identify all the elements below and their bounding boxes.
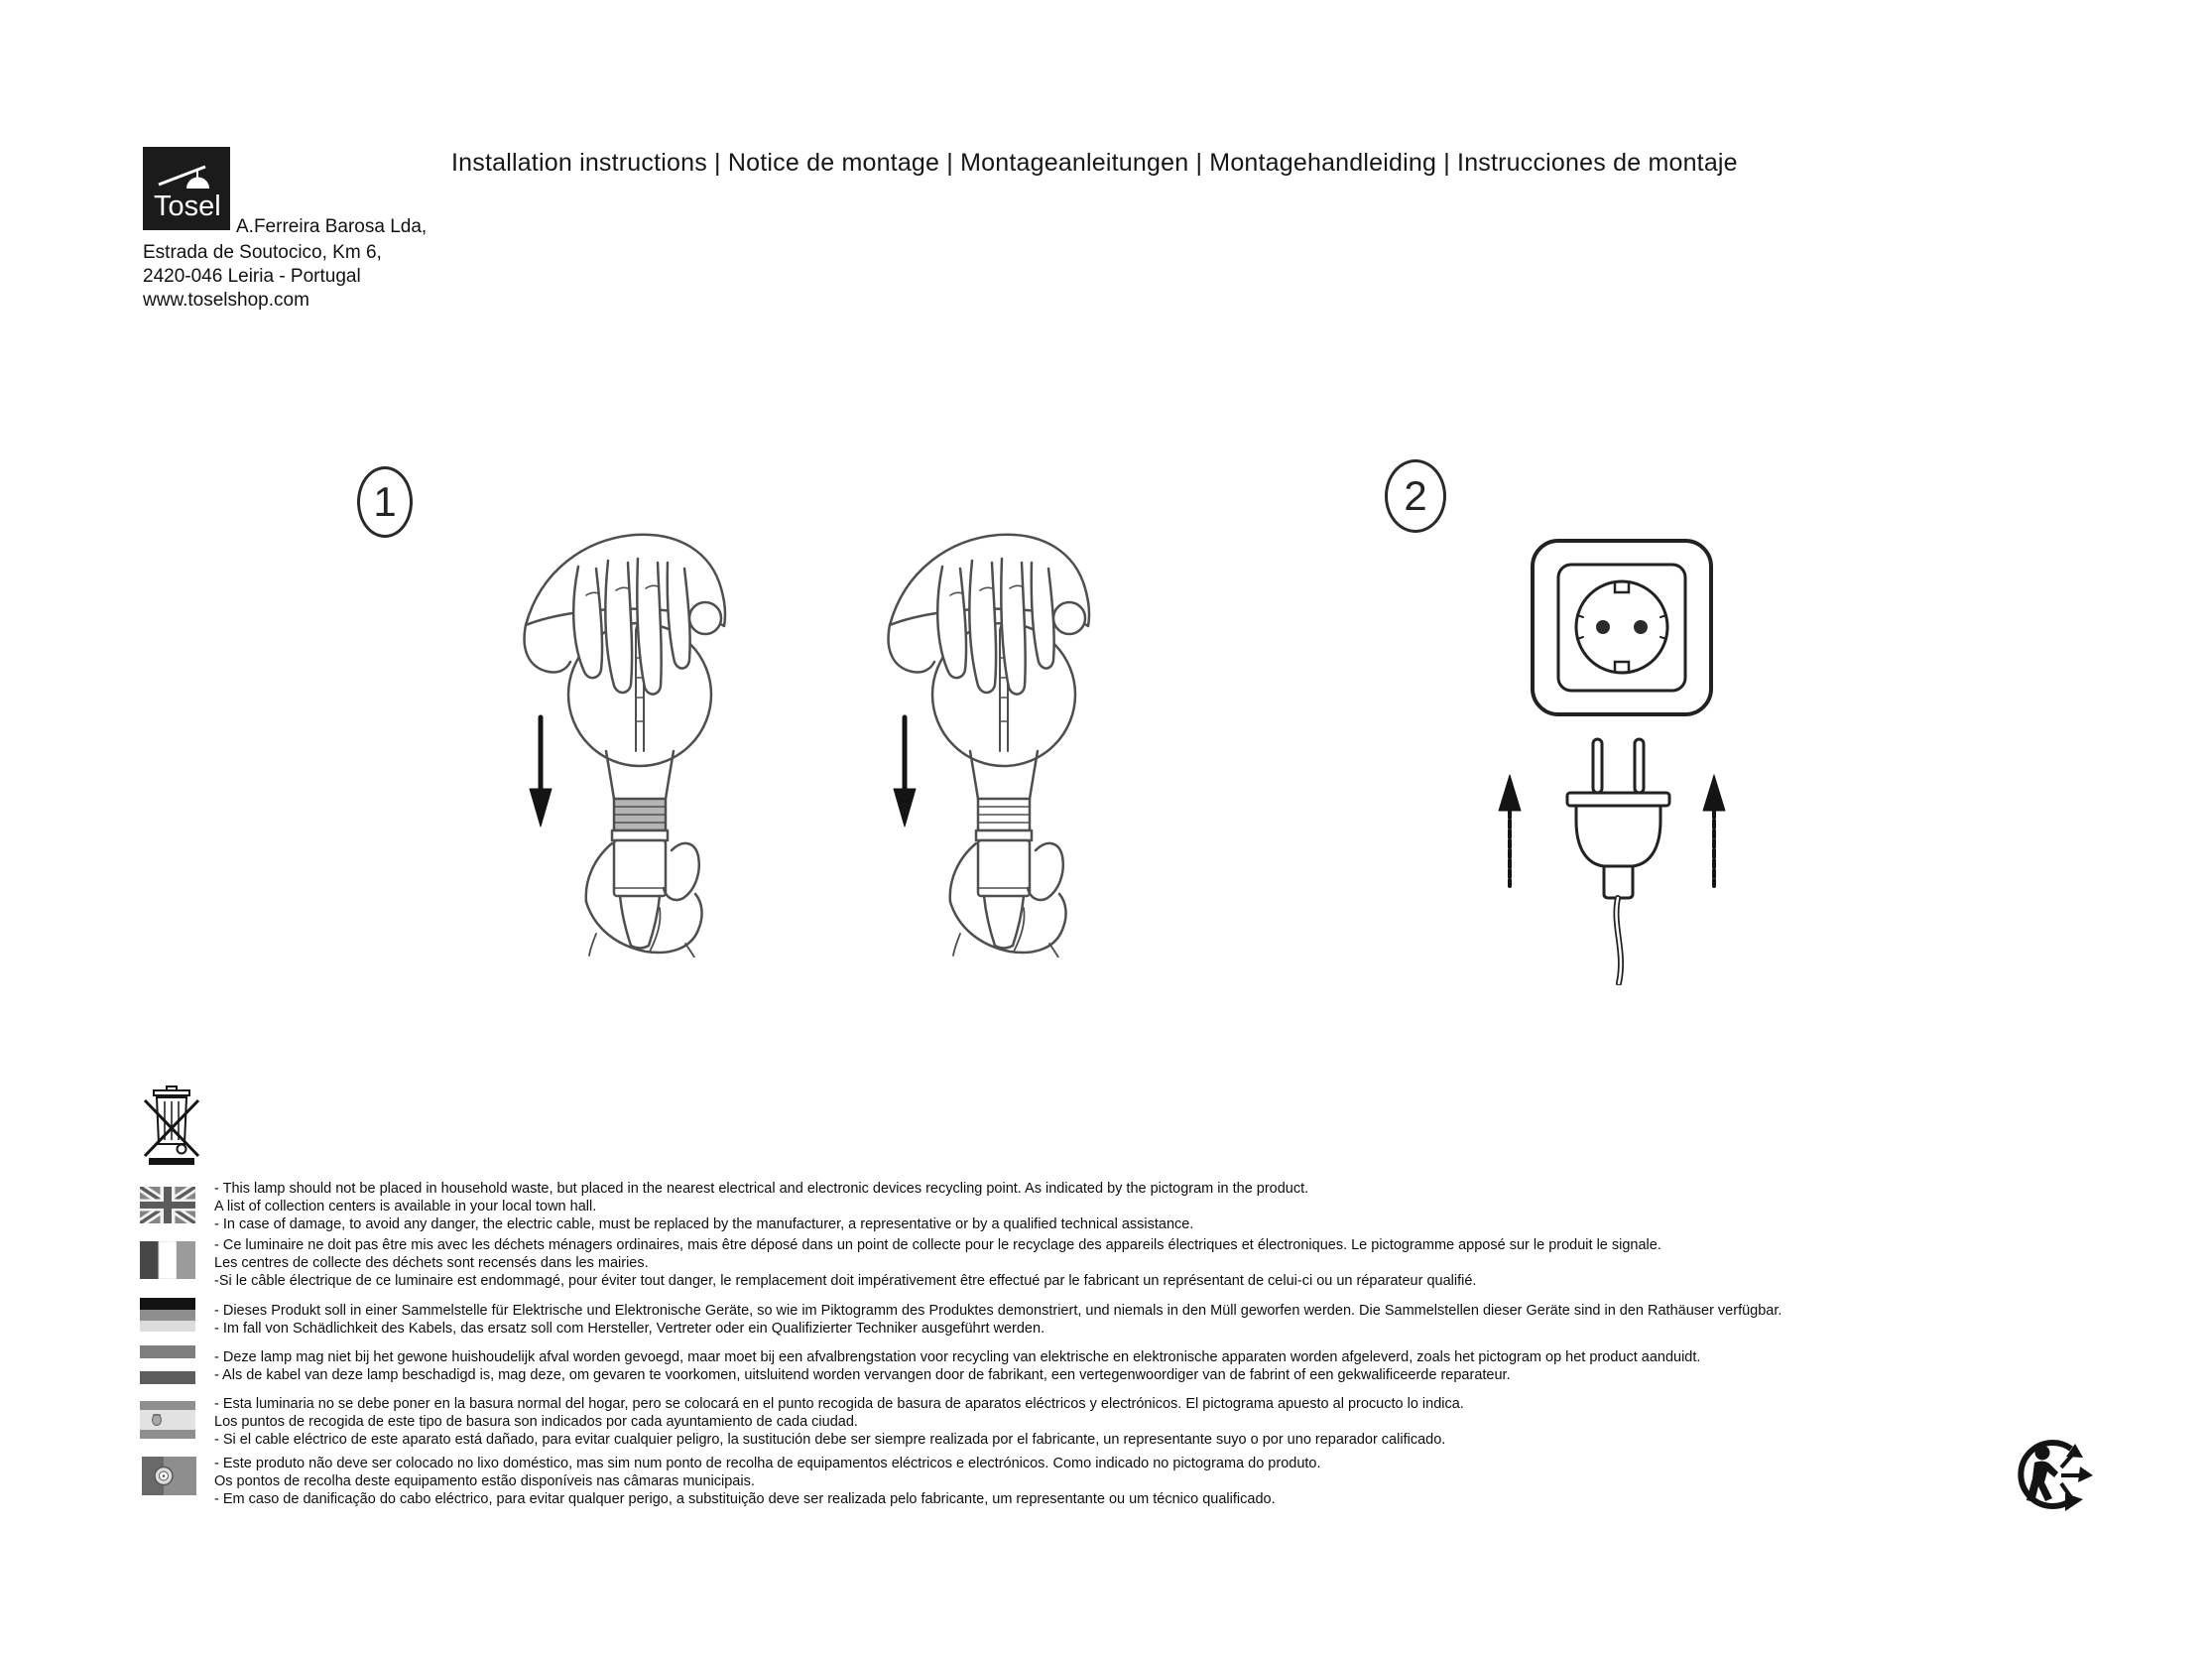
recycling-text-german <box>214 1302 1782 1338</box>
france-flag-icon <box>140 1241 195 1279</box>
text-line: - Si el cable eléctrico de este aparato está dañado, para evitar cualquier peligro, la sustitución debe ser siempre realizada por el fabricante, un representante suyo o por uno reparador calificado. <box>214 1432 1446 1448</box>
text-line: -Si le câble électrique de ce luminaire est endommagé, pour éviter tout danger, le remplacement doit impérativement être effectué par le fabricant un représentant de celui-ci ou un réparateur qualifié. <box>214 1273 1477 1289</box>
text-line: - Esta luminaria no se debe poner en la basura normal del hogar, pero se colocará en el punto recogida de basura de aparatos eléctricos y electrónicos. El pictograma apuesto al procucto lo indica. <box>214 1396 1464 1412</box>
text-line: - Este produto não deve ser colocado no lixo doméstico, mas sim num ponto de recolha de equipamentos eléctricos e electrónicos. Como indicado no pictograma do produto. <box>214 1456 1321 1471</box>
text-line: Os pontos de recolha deste equipamento estão disponíveis nas câmaras municipais. <box>214 1473 755 1489</box>
bulb-screwing-illustration-2 <box>865 501 1113 957</box>
text-line: - This lamp should not be placed in household waste, but placed in the nearest electrical and electronic devices recycling point. As indicated by the pictogram in the product. <box>214 1181 1309 1197</box>
pendant-lamp-icon <box>143 147 230 230</box>
text-line: - Als de kabel van deze lamp beschadigd is, mag deze, om gevaren te voorkomen, uitsluitend worden vervangen door de fabrikant, een vertegenwoordiger van de fabrint of een gekwalificeerde reparateur. <box>214 1367 1511 1383</box>
spain-flag-icon <box>140 1401 195 1439</box>
step-2-badge <box>1385 459 1446 533</box>
netherlands-flag-icon <box>140 1345 195 1384</box>
step-2-number: 2 <box>1404 472 1427 519</box>
text-line: A list of collection centers is available in your local town hall. <box>214 1199 597 1214</box>
germany-flag-icon <box>140 1298 195 1332</box>
text-line: - In case of damage, to avoid any danger, the electric cable, must be replaced by the manufacturer, a representative or by a qualified technical assistance. <box>214 1216 1194 1232</box>
recycling-text-english <box>214 1180 1308 1233</box>
text-line: - Em caso de danificação do cabo eléctrico, para evitar qualquer perigo, a substituição deve ser realizada pelo fabricante, um representante ou um técnico qualificado. <box>214 1491 1276 1507</box>
text-line: - Deze lamp mag niet bij het gewone huishoudelijk afval worden gevoegd, maar moet bij een afvalbrengstation voor recycling van elektrische en elektronische apparaten worden afgeleverd, zoals het pictogram op het product aanduidt. <box>214 1349 1701 1365</box>
up-arrow-left <box>1499 775 1521 886</box>
weee-crossed-bin-icon <box>141 1085 202 1166</box>
up-arrow-right <box>1703 775 1725 886</box>
text-line: - Dieses Produkt soll in einer Sammelstelle für Elektrische und Elektronische Geräte, so wie im Piktogramm des Produktes demonstriert, und niemals in den Müll geworfen werden. Die Sammelstellen dieser Geräte sind in den Rathäuser verfügbar. <box>214 1303 1782 1319</box>
text-line: Les centres de collecte des déchets sont recensés dans les mairies. <box>214 1255 649 1271</box>
recycling-text-french <box>214 1236 1661 1290</box>
portugal-flag-icon <box>142 1457 196 1495</box>
recycling-text-dutch <box>214 1348 1700 1384</box>
step-1-number: 1 <box>373 478 397 525</box>
text-line: - Ce luminaire ne doit pas être mis avec les déchets ménagers ordinaires, mais être déposé dans un point de collecte pour le recyclage des appareils électriques et électroniques. Le pictogramme apposé sur le produit le signale. <box>214 1237 1661 1253</box>
recycling-text-spanish <box>214 1395 1464 1449</box>
bulb-screwing-illustration-1 <box>501 501 749 957</box>
recycling-text-portuguese <box>214 1455 1321 1508</box>
text-line: Los puntos de recogida de este tipo de basura son indicados por cada ayuntamiento de cada ciudad. <box>214 1414 858 1430</box>
step-1-badge <box>357 466 413 538</box>
website-url: www.toselshop.com <box>143 290 309 311</box>
schuko-socket-illustration <box>1528 536 1716 719</box>
plug-unplug-illustration <box>1478 727 1746 985</box>
text-line: - Im fall von Schädlichkeit des Kabels, das ersatz soll com Hersteller, Vertreter oder ein Qualifizierter Techniker ausgeführt werden. <box>214 1321 1045 1337</box>
uk-flag-icon <box>140 1187 195 1223</box>
company-name: A.Ferreira Barosa Lda, <box>236 216 428 237</box>
address-line-1: Estrada de Soutocico, Km 6, <box>143 242 382 263</box>
logo-text: Tosel <box>154 191 221 222</box>
triman-recycling-icon <box>2012 1436 2095 1515</box>
tosel-logo <box>143 147 230 230</box>
address-line-2: 2420-046 Leiria - Portugal <box>143 266 361 287</box>
page-title: Installation instructions | Notice de montage | Montageanleitungen | Montagehandleiding | Instrucciones de montaje <box>451 149 1738 177</box>
